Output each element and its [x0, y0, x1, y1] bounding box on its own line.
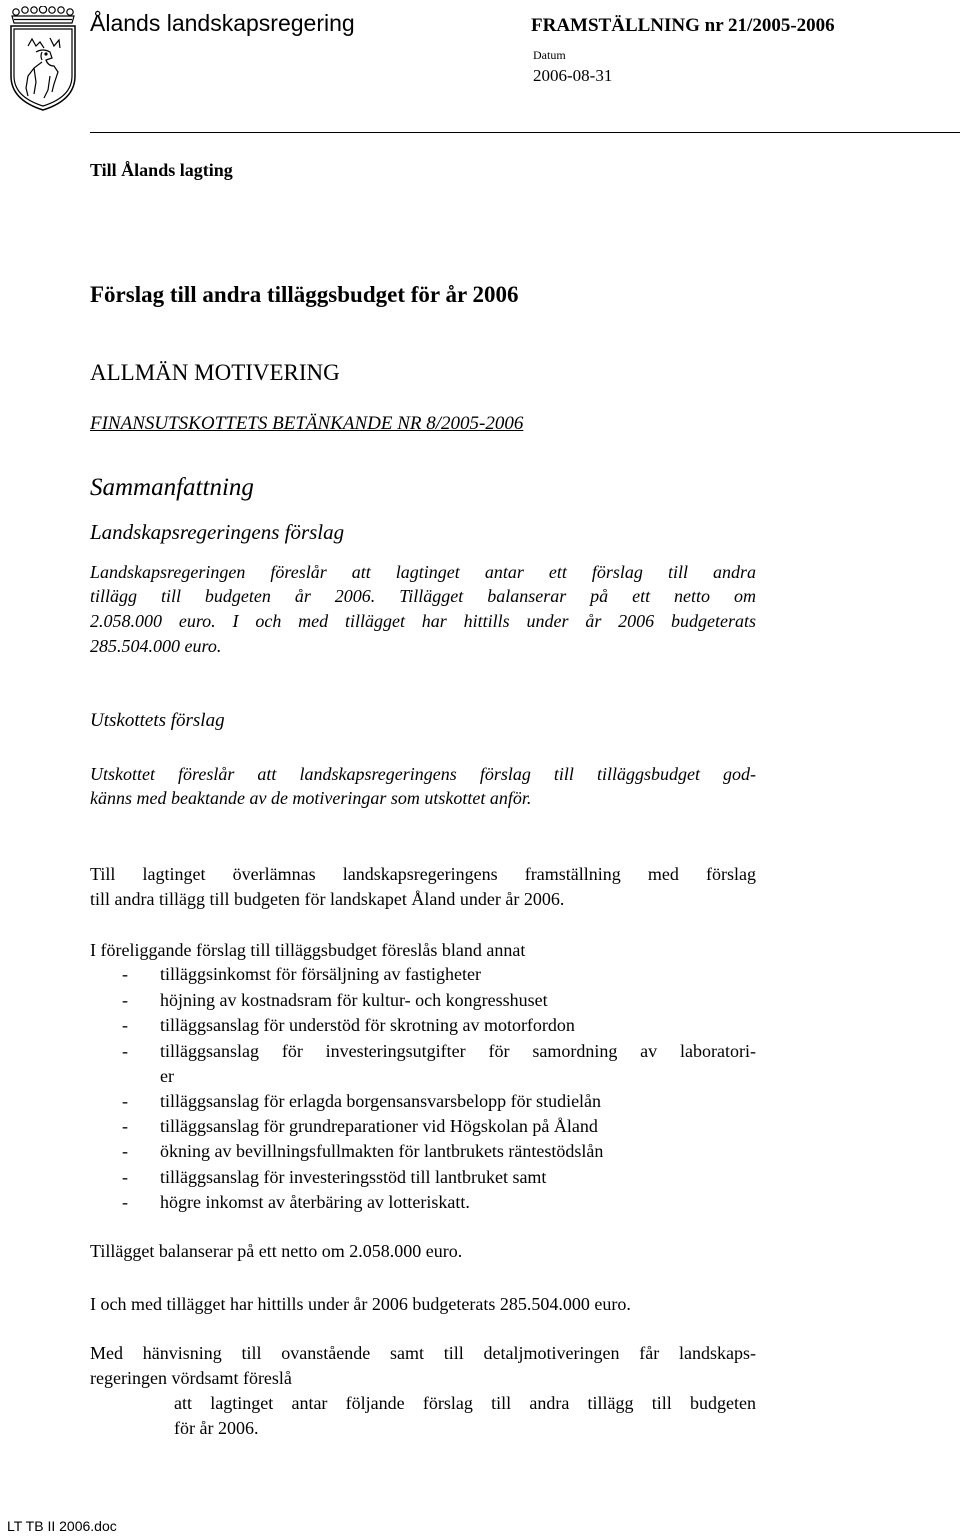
- bullet-dash: -: [122, 1192, 128, 1212]
- paragraph-line: Till lagtinget överlämnas landskapsregeringens framställning med förslag: [90, 864, 756, 884]
- list-item: höjning av kostnadsram för kultur- och kongresshuset: [160, 990, 548, 1010]
- paragraph-line: känns med beaktande av de motiveringar som utskottet anför.: [90, 788, 532, 808]
- list-item: tilläggsanslag för understöd för skrotning av motorfordon: [160, 1015, 575, 1035]
- paragraph-line: Med hänvisning till ovanstående samt till detaljmotiveringen får landskaps-: [90, 1343, 756, 1363]
- list-item: högre inkomst av återbäring av lotteriskatt.: [160, 1192, 470, 1212]
- list-item: tilläggsanslag för erlagda borgensansvarsbelopp för studielån: [160, 1091, 602, 1111]
- bullet-dash: -: [122, 1015, 128, 1035]
- paragraph-line: 2.058.000 euro. I och med tillägget har hittills under år 2006 budgeterats: [90, 611, 756, 631]
- bullet-dash: -: [122, 990, 128, 1010]
- proposal-line: att lagtinget antar följande förslag till andra tillägg till budgeten: [174, 1393, 756, 1413]
- bullet-dash: -: [122, 1167, 128, 1187]
- bullet-dash: -: [122, 1141, 128, 1161]
- heading-utskottets-forslag: Utskottets förslag: [90, 710, 225, 731]
- bullet-dash: -: [122, 1091, 128, 1111]
- footer-filename: LT TB II 2006.doc: [7, 1518, 117, 1534]
- date-label: Datum: [533, 48, 566, 62]
- paragraph-line: Utskottet föreslår att landskapsregeringens förslag till tilläggsbudget god-: [90, 764, 756, 784]
- organization-name: Ålands landskapsregering: [90, 10, 355, 36]
- proposal-line: för år 2006.: [174, 1418, 259, 1438]
- header-divider: [90, 132, 960, 133]
- bullet-dash: -: [122, 964, 128, 984]
- list-item: ökning av bevillningsfullmakten för lantbrukets räntestödslån: [160, 1141, 604, 1161]
- heading-finansutskottets-betankande: FINANSUTSKOTTETS BETÄNKANDE NR 8/2005-2006: [90, 413, 524, 434]
- heading-landskapsregeringens-forslag: Landskapsregeringens förslag: [90, 520, 345, 544]
- paragraph-line: Landskapsregeringen föreslår att lagtinget antar ett förslag till andra: [90, 562, 756, 582]
- paragraph-balanserar: Tillägget balanserar på ett netto om 2.058.000 euro.: [90, 1241, 463, 1261]
- list-intro: I föreliggande förslag till tilläggsbudget föreslås bland annat: [90, 940, 526, 960]
- list-item: tilläggsanslag för investeringsutgifter för samordning av laboratori-: [160, 1041, 756, 1061]
- bullet-dash: -: [122, 1041, 128, 1061]
- paragraph-line: till andra tillägg till budgeten för landskapet Åland under år 2006.: [90, 889, 565, 909]
- paragraph-line: tillägg till budgeten år 2006. Tillägget balanserar på ett netto om: [90, 586, 756, 606]
- document-number: FRAMSTÄLLNING nr 21/2005-2006: [531, 15, 835, 36]
- paragraph-line: 285.504.000 euro.: [90, 636, 222, 656]
- heading-sammanfattning: Sammanfattning: [90, 474, 254, 501]
- list-item: tilläggsinkomst för försäljning av fastigheter: [160, 964, 481, 984]
- paragraph-line: regeringen vördsamt föreslå: [90, 1368, 292, 1388]
- list-item: tilläggsanslag för investeringsstöd till lantbruket samt: [160, 1167, 547, 1187]
- bullet-dash: -: [122, 1116, 128, 1136]
- date-value: 2006-08-31: [533, 66, 613, 85]
- recipient: Till Ålands lagting: [90, 160, 233, 180]
- heading-allman-motivering: ALLMÄN MOTIVERING: [90, 360, 340, 385]
- list-item: tilläggsanslag för grundreparationer vid Högskolan på Åland: [160, 1116, 598, 1136]
- paragraph-hittills: I och med tillägget har hittills under år 2006 budgeterats 285.504.000 euro.: [90, 1294, 631, 1314]
- document-title: Förslag till andra tilläggsbudget för år 2006: [90, 282, 519, 307]
- coat-of-arms-logo: [6, 6, 80, 112]
- list-item: er: [160, 1066, 174, 1086]
